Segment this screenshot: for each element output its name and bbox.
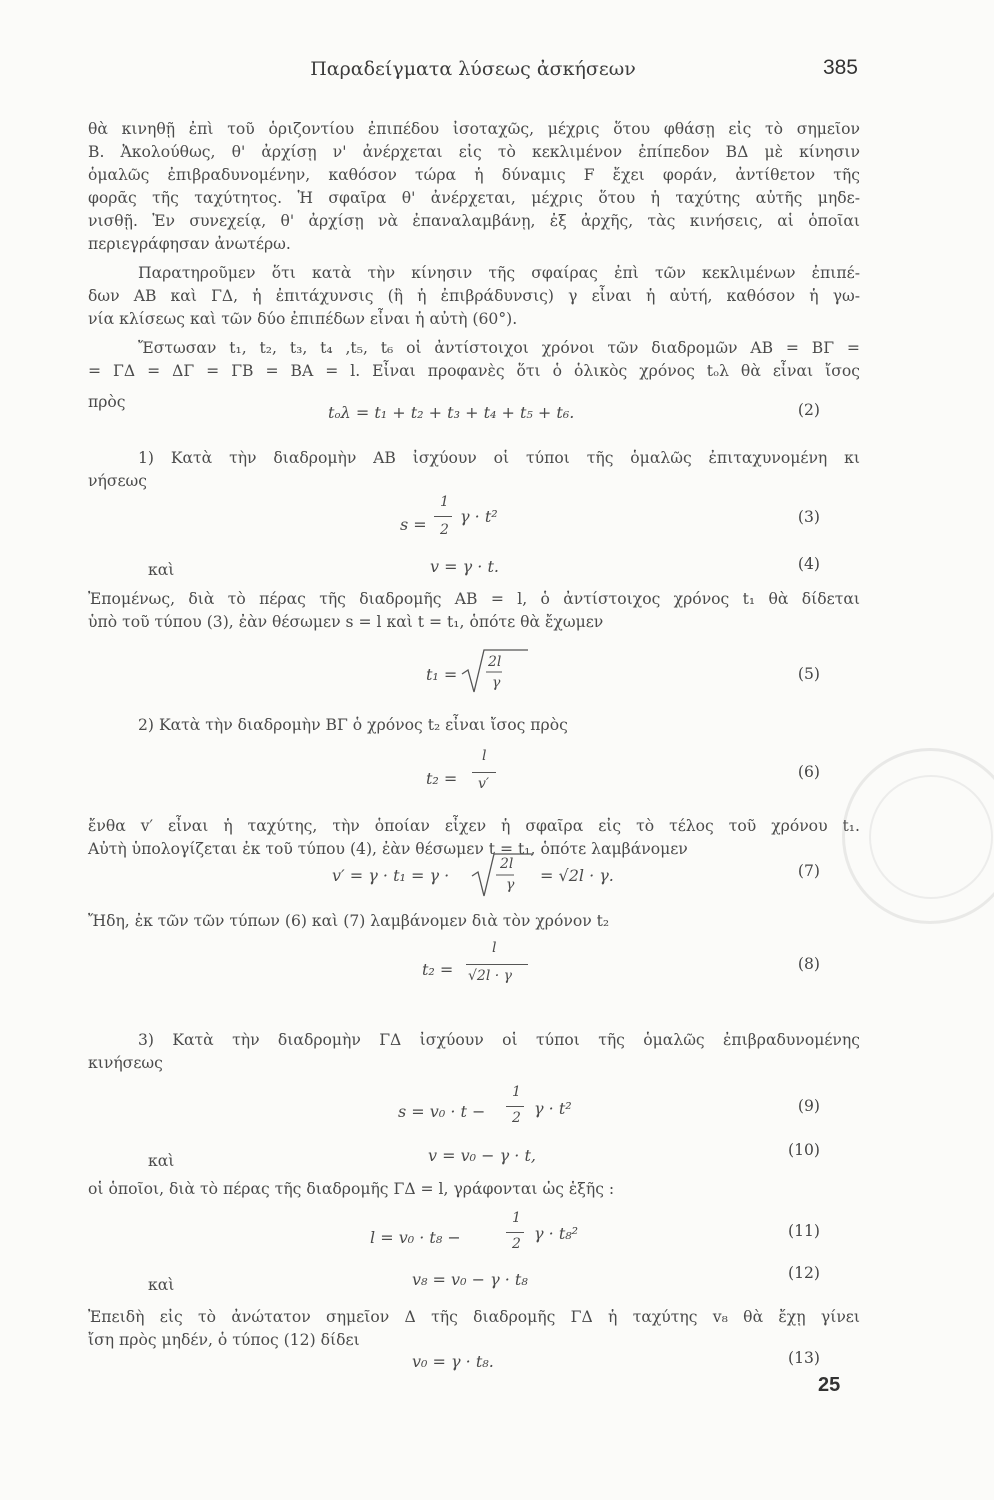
equation-11-denominator: 2	[512, 1236, 521, 1252]
equation-6-left: t₂ =	[426, 769, 458, 788]
equation-7-denominator: γ	[506, 877, 515, 893]
text-line: Ἤδη, ἐκ τῶν τῶν τύπων (6) καὶ (7) λαμβάνομεν διὰ τὸν χρόνον t₂	[88, 912, 610, 930]
running-header	[88, 58, 858, 88]
equation-number: (4)	[797, 555, 820, 573]
equation-number: (11)	[787, 1222, 820, 1240]
equation-number: (9)	[797, 1097, 820, 1115]
text-line: περιεγράφησαν ἀνωτέρω.	[88, 235, 291, 253]
equation-number: (6)	[797, 763, 820, 781]
text-line: 2) Κατὰ τὴν διαδρομὴν ΒΓ ὁ χρόνος t₂ εἶναι ἴσος πρὸς	[138, 716, 568, 734]
equation-9-left: s = v₀ · t −	[398, 1102, 486, 1121]
equation-11-right: γ · t₈²	[534, 1224, 579, 1243]
text-line: νήσεως	[88, 472, 147, 490]
equation-7-numerator: 2l	[500, 856, 514, 872]
equation-9-denominator: 2	[512, 1110, 521, 1126]
equation-9-numerator: 1	[512, 1084, 521, 1100]
equation-6-numerator: l	[482, 748, 487, 764]
equation-12: v₈ = v₀ − γ · t₈	[412, 1270, 528, 1289]
equation-5-numerator: 2l	[488, 654, 502, 670]
equation-number: (13)	[787, 1349, 820, 1367]
equation-number: (8)	[797, 955, 820, 973]
page-number: 385	[822, 56, 858, 79]
text-line: πρὸς	[88, 393, 126, 411]
equation-3-numerator: 1	[440, 494, 449, 510]
text-line: ἔνθα v′ εἶναι ἡ ταχύτης, τὴν ὁποίαν εἶχεν ἡ σφαῖρα εἰς τὸ τέλος τοῦ χρόνου t₁.	[88, 817, 860, 835]
equation-number: (10)	[787, 1141, 820, 1159]
equation-3-left: s =	[400, 515, 427, 534]
conjunction-kai: καὶ	[148, 1152, 175, 1170]
fraction-bar	[472, 772, 496, 773]
fraction-bar	[466, 964, 528, 965]
equation-9-right: γ · t²	[534, 1099, 572, 1118]
text-line: ὁμαλῶς ἐπιβραδυνομένην, καθόσον τώρα ἡ δύναμις F ἔχει φοράν, ἀντίθετον τῆς	[88, 166, 860, 184]
text-line: 1) Κατὰ τὴν διαδρομὴν ΑΒ ἰσχύουν οἱ τύποι τῆς ὁμαλῶς ἐπιταχυνομένη κι	[138, 449, 860, 467]
equation-11-left: l = v₀ · t₈ −	[370, 1228, 461, 1247]
conjunction-kai: καὶ	[148, 561, 175, 579]
text-line: = ΓΔ = ΔΓ = ΓΒ = ΒΑ = l. Εἶναι προφανὲς ὅτι ὁ ὁλικὸς χρόνος tₒλ θὰ εἶναι ἴσος	[88, 362, 860, 380]
equation-13: v₀ = γ · t₈.	[412, 1352, 494, 1371]
text-line: κινήσεως	[88, 1054, 163, 1072]
equation-8-denominator: √2l · γ	[468, 968, 513, 984]
text-line: Παρατηροῦμεν ὅτι κατὰ τὴν κίνησιν τῆς σφαίρας ἐπὶ τῶν κεκλιμένων ἐπιπέ-	[138, 264, 860, 282]
equation-7-right: = √2l · γ.	[540, 866, 614, 885]
conjunction-kai: καὶ	[148, 1276, 175, 1294]
equation-8-numerator: l	[492, 940, 497, 956]
stamp-inner-ring	[869, 775, 993, 899]
text-line: 3) Κατὰ τὴν διαδρομὴν ΓΔ ἰσχύουν οἱ τύποι τῆς ὁμαλῶς ἐπιβραδυνομένης	[138, 1031, 860, 1049]
text-line: φορᾶς τῆς ταχύτητος. Ἡ σφαῖρα θ' ἀνέρχεται, μέχρις ὅτου ἡ ταχύτης αὐτῆς μηδε-	[88, 189, 860, 207]
equation-number: (5)	[797, 665, 820, 683]
text-line: ἴση πρὸς μηδέν, ὁ τύπος (12) δίδει	[88, 1331, 360, 1349]
equation-5-denominator: γ	[492, 675, 501, 691]
library-stamp	[842, 748, 994, 924]
text-line: δων ΑΒ καὶ ΓΔ, ἡ ἐπιτάχυνσις (ἢ ἡ ἐπιβράδυνσις) γ εἶναι ἡ αὐτή, καθόσον ἡ γω-	[88, 287, 860, 305]
fraction-bar	[434, 516, 452, 517]
text-line: θὰ κινηθῇ ἐπὶ τοῦ ὁριζοντίου ἐπιπέδου ἰσοταχῶς, μέχρις ὅτου φθάσῃ εἰς τὸ σημεῖον	[88, 120, 860, 138]
text-line: Ἐπειδὴ εἰς τὸ ἀνώτατον σημεῖον Δ τῆς διαδρομῆς ΓΔ ἡ ταχύτης v₈ θὰ ἔχῃ γίνει	[88, 1308, 860, 1326]
equation-number: (12)	[787, 1264, 820, 1282]
equation-number: (2)	[797, 401, 820, 419]
fraction-bar	[506, 1232, 524, 1233]
equation-4: v = γ · t.	[430, 557, 499, 576]
equation-number: (7)	[797, 862, 820, 880]
text-line: Ἔστωσαν t₁, t₂, t₃, t₄ ,t₅, t₆ οἱ ἀντίστοιχοι χρόνοι τῶν διαδρομῶν ΑΒ = ΒΓ =	[138, 339, 860, 357]
signature-mark: 25	[818, 1374, 841, 1396]
equation-8-left: t₂ =	[422, 960, 454, 979]
text-line: νία κλίσεως καὶ τῶν δύο ἐπιπέδων εἶναι ἡ αὐτὴ (60°).	[88, 310, 518, 328]
text-line: Αὐτὴ ὑπολογίζεται ἐκ τοῦ τύπου (4), ἐὰν θέσωμεν t = t₁, ὁπότε λαμβάνομεν	[88, 840, 688, 858]
equation-5-left: t₁ =	[426, 665, 458, 684]
equation-7-left: v′ = γ · t₁ = γ ·	[332, 866, 450, 885]
text-line: ὑπὸ τοῦ τύπου (3), ἐὰν θέσωμεν s = l καὶ t = t₁, ὁπότε θὰ ἔχωμεν	[88, 613, 604, 631]
text-line: Ἐπομένως, διὰ τὸ πέρας τῆς διαδρομῆς ΑΒ = l, ὁ ἀντίστοιχος χρόνος t₁ θὰ δίδεται	[88, 590, 860, 608]
equation-3-denominator: 2	[440, 522, 449, 538]
text-line: Β. Ἀκολούθως, θ' ἀρχίσῃ ν' ἀνέρχεται εἰς τὸ κεκλιμένον ἐπίπεδον ΒΔ μὲ κίνησιν	[88, 143, 860, 161]
equation-number: (3)	[797, 508, 820, 526]
text-line: νισθῇ. Ἐν συνεχείᾳ, θ' ἀρχίσῃ νὰ ἐπαναλαμβάνῃ, ἐξ ἀρχῆς, τὰς κινήσεις, αἱ ὁποῖαι	[88, 212, 860, 230]
text-line: οἱ ὁποῖοι, διὰ τὸ πέρας τῆς διαδρομῆς ΓΔ = l, γράφονται ὡς ἑξῆς :	[88, 1180, 615, 1198]
chapter-title: Παραδείγματα λύσεως ἀσκήσεων	[310, 58, 636, 80]
equation-6-denominator: v′	[478, 776, 490, 792]
equation-3-right: γ · t²	[460, 507, 498, 526]
equation-2: tₒλ = t₁ + t₂ + t₃ + t₄ + t₅ + t₆.	[328, 403, 575, 422]
equation-11-numerator: 1	[512, 1210, 521, 1226]
equation-10: v = v₀ − γ · t,	[428, 1146, 536, 1165]
fraction-bar	[506, 1106, 524, 1107]
